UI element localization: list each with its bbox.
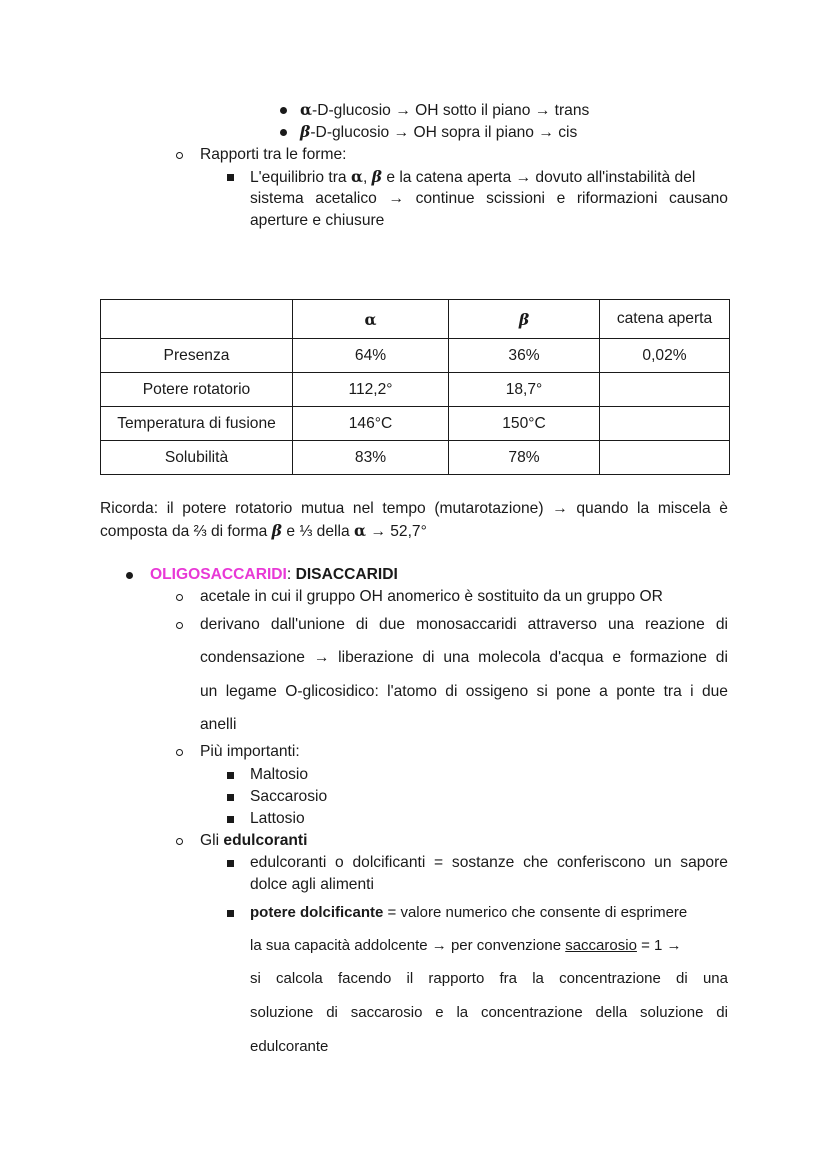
table-row <box>101 407 730 441</box>
edulcoranti-line-2: dolce agli alimenti <box>250 876 374 893</box>
table-cell: 78% <box>449 441 600 475</box>
bullet-circle-icon <box>176 622 183 629</box>
bullet-circle-icon <box>176 152 183 159</box>
table-cell: 150°C <box>449 407 600 441</box>
table-cell: 0,02% <box>600 339 730 373</box>
equilibrium-line-2: sistema acetalico → continue scissioni e riformazioni causano <box>250 190 728 207</box>
potere-line-5: edulcorante <box>250 1038 329 1055</box>
list-item: Saccarosio <box>250 788 328 805</box>
table-cell: Presenza <box>101 339 293 373</box>
table-cell: 146°C <box>293 407 449 441</box>
equilibrium-line-3: aperture e chiusure <box>250 212 385 229</box>
list-item: Maltosio <box>250 766 309 783</box>
table-cell: Solubilità <box>101 441 293 475</box>
table-header-cell: catena aperta <box>600 300 730 339</box>
ricorda-line-2: composta da ⅔ di forma β e ⅓ della α → 52,7° <box>100 521 427 540</box>
ricorda-line-1: Ricorda: il potere rotatorio mutua nel tempo (mutarotazione) → quando la miscela è <box>100 500 728 517</box>
table-header-cell: β <box>449 300 600 339</box>
bullet-circle-icon <box>176 749 183 756</box>
table-header-row <box>101 300 730 339</box>
table-cell: Potere rotatorio <box>101 373 293 407</box>
potere-line-1: potere dolcificante = valore numerico che consente di esprimere <box>250 904 688 921</box>
bullet-square-icon <box>227 910 234 917</box>
table-cell: 18,7° <box>449 373 600 407</box>
alpha-symbol: α <box>300 100 312 119</box>
properties-table <box>100 299 730 475</box>
bullet-circle-icon <box>176 594 183 601</box>
oligo-item-3: Più importanti: <box>200 743 300 760</box>
bullet-square-icon <box>227 794 234 801</box>
alpha-glucose-line: α-D-glucosio → OH sotto il piano → trans <box>300 100 590 119</box>
bullet-disc-icon <box>280 107 287 114</box>
rapporti-heading: Rapporti tra le forme: <box>200 146 347 163</box>
bullet-square-icon <box>227 174 234 181</box>
oligo-item-2-line-2: condensazione → liberazione di una molecola d'acqua e formazione di <box>200 649 728 666</box>
table-header-cell <box>101 300 293 339</box>
oligo-item-2-line-3: un legame O-glicosidico: l'atomo di ossigeno si pone a ponte tra i due <box>200 683 728 700</box>
bullet-square-icon <box>227 860 234 867</box>
beta-glucose-line: β-D-glucosio → OH sopra il piano → cis <box>300 122 578 141</box>
table-cell: 64% <box>293 339 449 373</box>
oligosaccaridi-title: OLIGOSACCARIDI <box>150 566 287 583</box>
edulcoranti-line-1: edulcoranti o dolcificanti = sostanze che conferiscono un sapore <box>250 854 728 871</box>
oligo-item-4: Gli edulcoranti <box>200 832 308 849</box>
table-cell: 36% <box>449 339 600 373</box>
table-row <box>101 441 730 475</box>
table-cell: 112,2° <box>293 373 449 407</box>
oligo-item-2-line-4: anelli <box>200 716 237 733</box>
oligo-item-2-line-1: derivano dall'unione di due monosaccaridi attraverso una reazione di <box>200 616 728 633</box>
potere-line-3: si calcola facendo il rapporto fra la concentrazione di una <box>250 970 728 987</box>
list-item: Lattosio <box>250 810 305 827</box>
table-cell: 83% <box>293 441 449 475</box>
disaccaridi-title: DISACCARIDI <box>295 566 398 583</box>
bullet-square-icon <box>227 816 234 823</box>
potere-line-4: soluzione di saccarosio e la concentrazione della soluzione di <box>250 1004 728 1021</box>
table-cell <box>600 441 730 475</box>
bullet-square-icon <box>227 772 234 779</box>
table-cell: Temperatura di fusione <box>101 407 293 441</box>
beta-symbol: β <box>300 122 311 141</box>
table-row <box>101 339 730 373</box>
table-cell <box>600 407 730 441</box>
potere-line-2: la sua capacità addolcente → per convenzione saccarosio = 1 → <box>250 937 682 954</box>
bullet-circle-icon <box>176 838 183 845</box>
bullet-disc-icon <box>126 572 133 579</box>
oligosaccaridi-heading: OLIGOSACCARIDI: DISACCARIDI <box>150 566 398 583</box>
bullet-disc-icon <box>280 129 287 136</box>
table-header-cell: α <box>293 300 449 339</box>
equilibrium-line-1: L'equilibrio tra α, β e la catena aperta → dovuto all'instabilità del <box>250 167 696 186</box>
oligo-item-1: acetale in cui il gruppo OH anomerico è sostituito da un gruppo OR <box>200 588 663 605</box>
table-cell <box>600 373 730 407</box>
table-row <box>101 373 730 407</box>
